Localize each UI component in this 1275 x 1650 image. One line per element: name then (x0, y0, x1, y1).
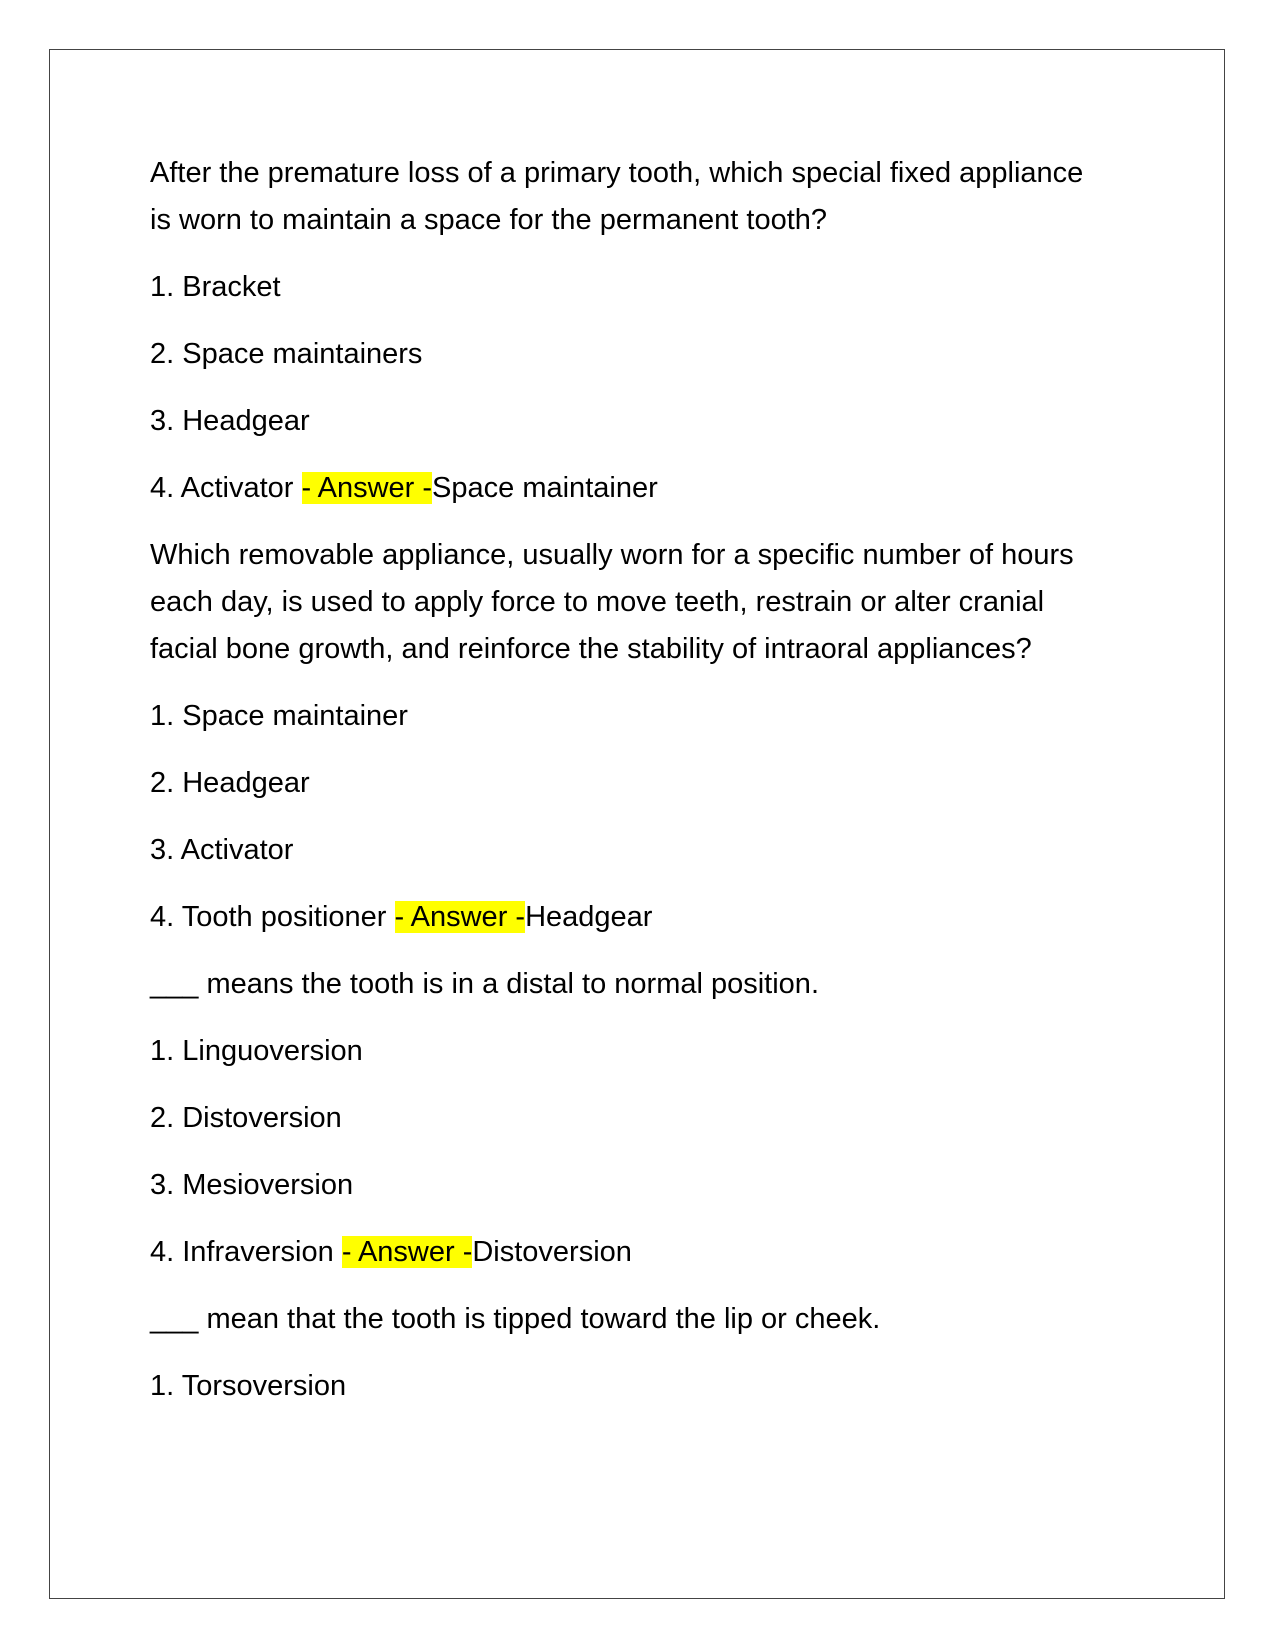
answer-option-last (150, 465, 1090, 512)
answer-option: 1. Torsoversion (150, 1370, 347, 1402)
answer-option: 1. Bracket (150, 271, 281, 303)
question-block (150, 961, 1090, 1276)
correct-answer: Space maintainer (432, 472, 658, 504)
question-text: After the premature loss of a primary tooth, which special fixed appliance is worn to maintain a space for the permanent tooth? (150, 157, 1084, 236)
answer-option-last (150, 1229, 1090, 1276)
question-block (150, 532, 1090, 941)
answer-option-last (150, 894, 1090, 941)
answer-marker-highlight: - Answer - (341, 1236, 473, 1268)
answer-marker-highlight: - Answer - (394, 901, 526, 933)
question-block (150, 150, 1090, 512)
answer-option: 2. Distoversion (150, 1102, 342, 1134)
answer-option: 1. Linguoversion (150, 1035, 363, 1067)
correct-answer: Headgear (525, 901, 653, 933)
correct-answer: Distoversion (472, 1236, 632, 1268)
option-label: 4. Activator (150, 472, 302, 504)
question-text: ___ mean that the tooth is tipped toward the lip or cheek. (150, 1303, 881, 1335)
answer-option: 1. Space maintainer (150, 700, 408, 732)
question-text: Which removable appliance, usually worn for a specific number of hours each day, is used to apply force to move teeth, restrain or alter cranial facial bone growth, and reinforce the stability of intraoral appliances? (150, 539, 1074, 665)
answer-option: 3. Mesioversion (150, 1169, 354, 1201)
answer-option: 2. Space maintainers (150, 338, 423, 370)
question-text: ___ means the tooth is in a distal to normal position. (150, 968, 819, 1000)
answer-option: 3. Headgear (150, 405, 310, 437)
answer-marker-highlight: - Answer - (301, 472, 433, 504)
option-label: 4. Tooth positioner (150, 901, 395, 933)
answer-option: 2. Headgear (150, 767, 310, 799)
question-block (150, 1296, 1090, 1410)
document-content (150, 150, 1090, 1430)
answer-option: 3. Activator (150, 834, 294, 866)
option-label: 4. Infraversion (150, 1236, 342, 1268)
